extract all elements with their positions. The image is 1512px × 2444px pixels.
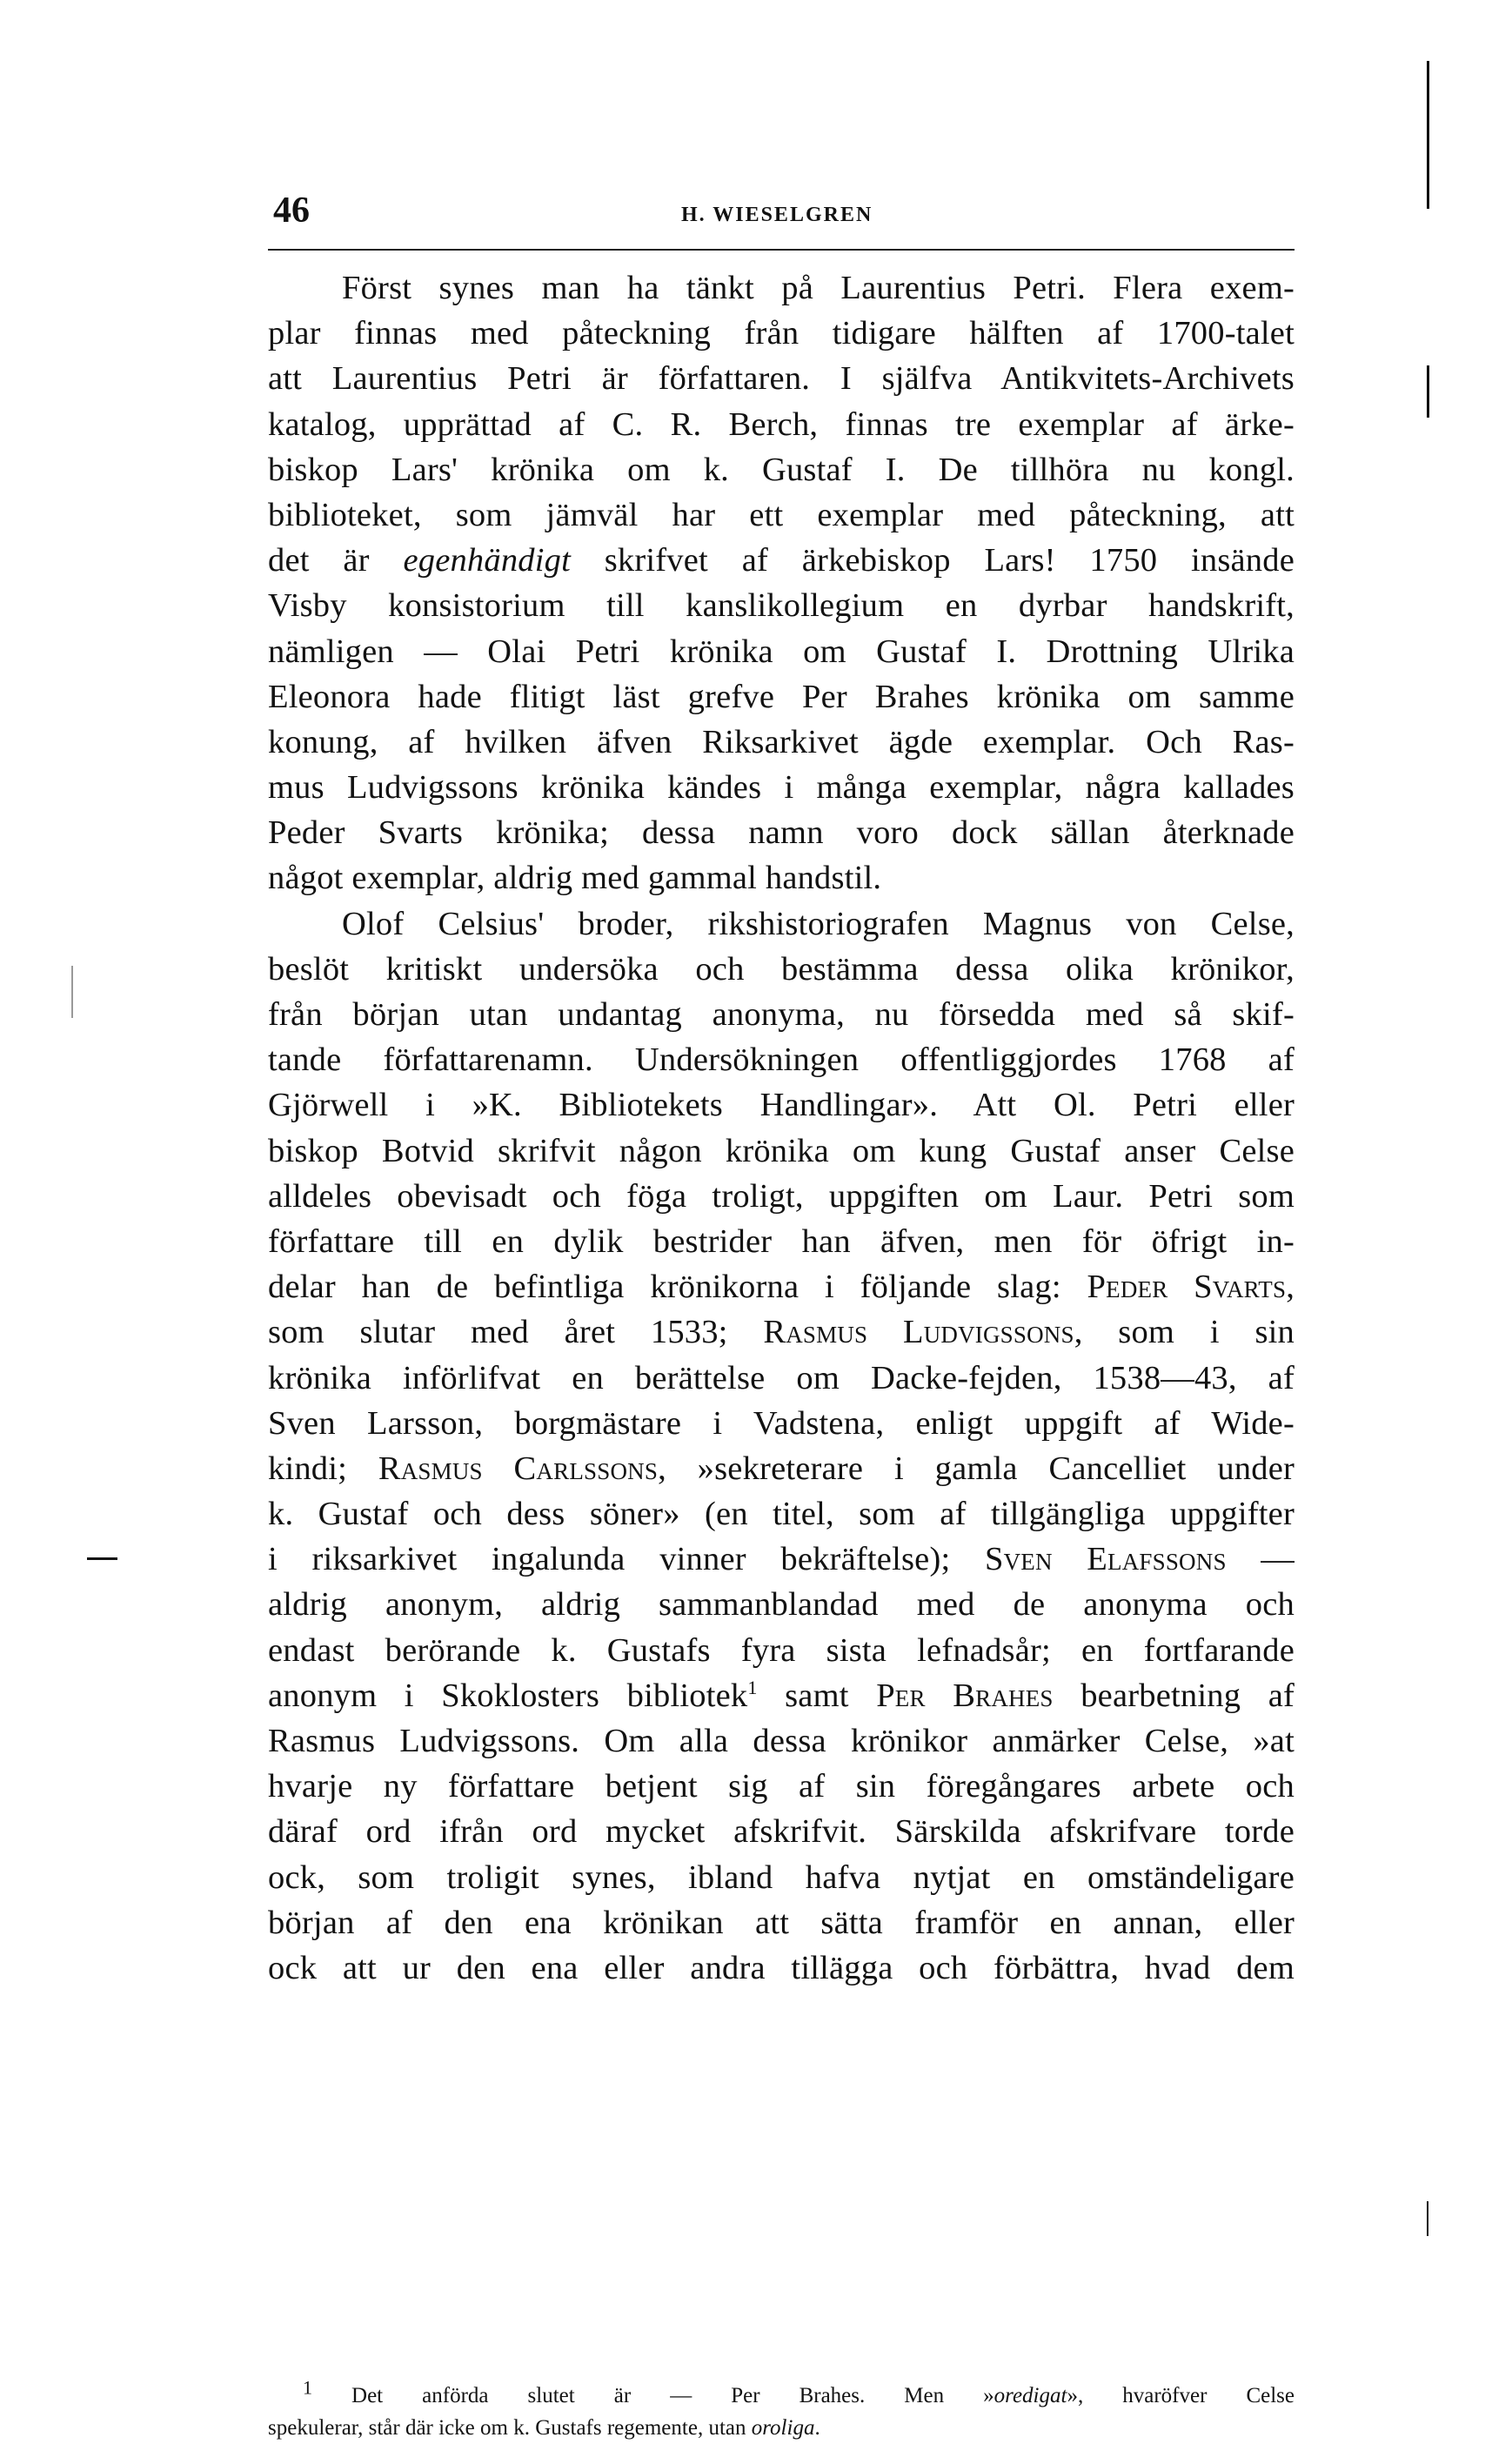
text-line: att Laurentius Petri är författaren. I själfva Antikvitets-Archivets [268, 360, 1295, 398]
text-run: det är [268, 542, 404, 579]
scan-mark [87, 1557, 117, 1560]
scan-mark [1427, 61, 1429, 209]
text-line: Visby konsistorium till kanslikollegium en dyrbar handskrift, [268, 587, 1295, 625]
text-run: . [814, 2416, 820, 2440]
running-head: H. WIESELGREN [681, 204, 873, 226]
text-line: endast berörande k. Gustafs fyra sista lefnadsår; en fortfarande [268, 1631, 1295, 1669]
italic-run: oredigat [994, 2384, 1067, 2407]
text-run: som slutar med året 1533; [268, 1314, 764, 1351]
body-text [268, 265, 1295, 1991]
text-run: skrifvet af ärkebiskop Lars! 1750 insände [570, 542, 1295, 579]
text-line: början af den ena krönikan att sätta framför en annan, eller [268, 1904, 1295, 1941]
text-line: alldeles obevisadt och föga troligt, uppgiften om Laur. Petri som [268, 1177, 1295, 1215]
page-header [268, 183, 1295, 244]
scan-mark [1427, 2201, 1428, 2236]
text-line: från början utan undantag anonyma, nu försedda med så skif- [268, 996, 1295, 1033]
text-run: , »sekreterare i gamla Cancelliet under [658, 1450, 1295, 1487]
text-line: hvarje ny författare betjent sig af sin föregångares arbete och [268, 1768, 1295, 1805]
text-line: tande författarenamn. Undersökningen offentliggjordes 1768 af [268, 1041, 1295, 1079]
text-line: ock att ur den ena eller andra tillägga och förbättra, hvad dem [268, 1949, 1295, 1986]
text-line: plar finnas med påteckning från tidigare hälften af 1700-talet [268, 315, 1295, 352]
text-run: samt [757, 1677, 877, 1714]
text-run: i riksarkivet ingalunda vinner bekräftelse); [268, 1541, 985, 1578]
header-rule [268, 249, 1295, 251]
text-line: däraf ord ifrån ord mycket afskrifvit. Särskilda afskrifvare torde [268, 1813, 1295, 1851]
text-line: biskop Botvid skrifvit någon krönika om kung Gustaf anser Celse [268, 1132, 1295, 1169]
small-caps-run: Rasmus Ludvigssons [763, 1314, 1074, 1351]
text-line: biblioteket, som jämväl har ett exemplar med påteckning, att [268, 496, 1295, 533]
text-line: k. Gustaf och dess söner» (en titel, som af tillgängliga uppgifter [268, 1496, 1295, 1533]
text-line: aldrig anonym, aldrig sammanblandad med de anonyma och [268, 1586, 1295, 1624]
footnotes [268, 2376, 1295, 2444]
small-caps-run: Sven Elafssons [984, 1541, 1227, 1578]
text-line [268, 1537, 1295, 1582]
text-line [268, 1309, 1295, 1355]
text-line [268, 1264, 1295, 1309]
scan-mark [71, 966, 73, 1018]
text-run: , [1286, 1269, 1295, 1306]
text-run: bearbetning af [1053, 1677, 1295, 1714]
text-line: något exemplar, aldrig med gammal handstil. [268, 860, 882, 897]
text-line: författare till en dylik bestrider han äfven, men för öfrigt in- [268, 1222, 1295, 1260]
scan-mark [1427, 365, 1429, 418]
text-run: anonym i Skoklosters bibliotek [268, 1677, 748, 1714]
text-run: , som i sin [1074, 1314, 1295, 1351]
text-run: kindi; [268, 1450, 378, 1487]
footnote-line [268, 2412, 1295, 2444]
footnote-marker: 1 [303, 2376, 312, 2399]
text-line: mus Ludvigssons krönika kändes i många exemplar, några kallades [268, 769, 1295, 807]
italic-run: egenhändigt [403, 542, 571, 579]
text-line: beslöt kritiskt undersöka och bestämma dessa olika krönikor, [268, 950, 1295, 988]
text-line: Eleonora hade flitigt läst grefve Per Brahes krönika om samme [268, 678, 1295, 715]
text-line: nämligen — Olai Petri krönika om Gustaf I. Drottning Ulrika [268, 633, 1295, 670]
footnote-line [268, 2376, 1295, 2412]
text-line: Olof Celsius' broder, rikshistoriografen Magnus von Celse, [342, 905, 1295, 942]
text-line: ock, som troligit synes, ibland hafva nytjat en omständeligare [268, 1858, 1295, 1896]
text-line: Peder Svarts krönika; dessa namn voro dock sällan återknade [268, 814, 1295, 852]
text-run: Det anförda slutet är — Per Brahes. Men » [312, 2384, 994, 2407]
text-line [268, 538, 1295, 583]
text-run: », hvaröfver Celse [1067, 2384, 1295, 2407]
footnote-ref: 1 [747, 1676, 758, 1698]
text-line: Rasmus Ludvigssons. Om alla dessa krönikor anmärker Celse, »at [268, 1723, 1295, 1759]
italic-run: oroliga [751, 2416, 815, 2440]
page-number: 46 [273, 191, 310, 231]
text-run: spekulerar, står där icke om k. Gustafs regemente, utan [268, 2416, 752, 2440]
small-caps-run: Per Brahes [876, 1677, 1054, 1714]
text-line [268, 1446, 1295, 1491]
small-caps-run: Peder Svarts [1087, 1269, 1287, 1306]
text-run: delar han de befintliga krönikorna i följande slag: [268, 1269, 1087, 1306]
small-caps-run: Rasmus Carlssons [378, 1450, 659, 1487]
text-line: katalog, upprättad af C. R. Berch, finnas tre exemplar af ärke- [268, 405, 1295, 443]
text-line: Sven Larsson, borgmästare i Vadstena, enligt uppgift af Wide- [268, 1404, 1295, 1442]
text-line [268, 1673, 1295, 1718]
text-line: krönika införlifvat en berättelse om Dacke-fejden, 1538—43, af [268, 1359, 1295, 1396]
text-line: konung, af hvilken äfven Riksarkivet ägde exemplar. Och Ras- [268, 723, 1295, 760]
text-line: Gjörwell i »K. Bibliotekets Handlingar». Att Ol. Petri eller [268, 1087, 1295, 1124]
text-line: Först synes man ha tänkt på Laurentius Petri. Flera exem- [342, 270, 1295, 306]
text-run: — [1226, 1541, 1295, 1578]
text-line: biskop Lars' krönika om k. Gustaf I. De tillhöra nu kongl. [268, 451, 1295, 488]
